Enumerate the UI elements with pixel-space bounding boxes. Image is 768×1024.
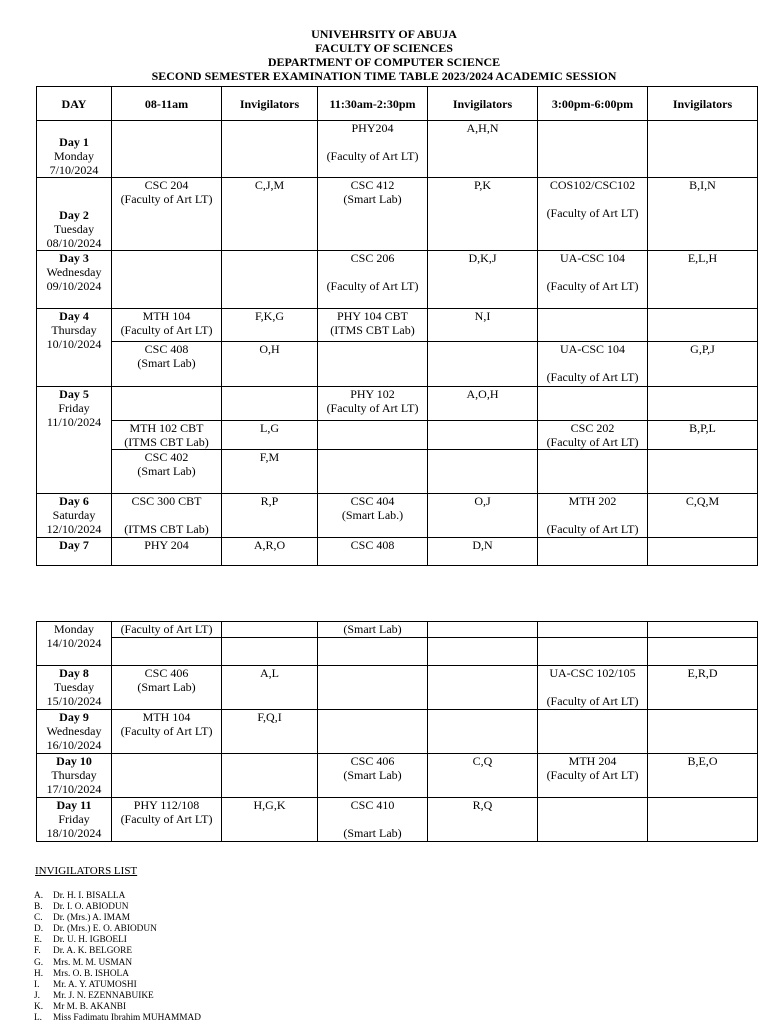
- invigilator-cell: [648, 387, 758, 421]
- invigilator-name: Mrs. M. M. USMAN: [53, 957, 133, 968]
- invigilator-cell: D,K,J: [428, 251, 538, 309]
- day-cell: Day 4 Thursday 10/10/2024: [37, 309, 112, 387]
- day-cell: Day 11 Friday 18/10/2024: [37, 798, 112, 842]
- invigilator-cell: [222, 638, 318, 666]
- invigilator-cell: O,H: [222, 342, 318, 387]
- invigilator-name: Dr. I. O. ABIODUN: [53, 902, 129, 913]
- exam-cell: CSC 408: [318, 538, 428, 566]
- table-row: [37, 798, 758, 842]
- invigilator-cell: F,M: [222, 450, 318, 494]
- exam-cell: [318, 666, 428, 710]
- exam-cell: CSC 410 (Smart Lab): [318, 798, 428, 842]
- exam-cell: CSC 408 (Smart Lab): [112, 342, 222, 387]
- exam-cell: UA-CSC 104 (Faculty of Art LT): [538, 342, 648, 387]
- exam-cell: [538, 622, 648, 638]
- exam-cell: [112, 251, 222, 309]
- invigilator-cell: P,K: [428, 178, 538, 251]
- invigilator-letter: B.: [34, 902, 43, 913]
- invigilator-letter: I.: [34, 979, 40, 990]
- invigilator-cell: C,J,M: [222, 178, 318, 251]
- column-header-slot-1: 08-11am: [112, 87, 222, 121]
- exam-cell: [538, 121, 648, 178]
- exam-cell: [112, 121, 222, 178]
- timetable-page-2: [36, 621, 758, 842]
- invigilator-cell: [648, 309, 758, 342]
- day-cell: Day 10 Thursday 17/10/2024: [37, 754, 112, 798]
- invigilator-cell: [648, 710, 758, 754]
- column-header-invigilators-3: Invigilators: [648, 87, 758, 121]
- list-item: [34, 924, 201, 935]
- invigilator-letter: D.: [34, 924, 44, 935]
- exam-cell: MTH 202 (Faculty of Art LT): [538, 494, 648, 538]
- exam-cell: PHY 204: [112, 538, 222, 566]
- exam-cell: [112, 754, 222, 798]
- invigilator-name: Mr M. B. AKANBI: [53, 1001, 127, 1012]
- invigilator-name: Dr. H. I. BISALLA: [53, 891, 126, 901]
- invigilator-cell: F,K,G: [222, 309, 318, 342]
- table-row: [37, 450, 758, 494]
- day-cell: Day 2 Tuesday 08/10/2024: [37, 178, 112, 251]
- exam-cell: [318, 638, 428, 666]
- invigilator-cell: G,P,J: [648, 342, 758, 387]
- invigilator-cell: E,R,D: [648, 666, 758, 710]
- university-name: UNIVEHRSITY OF ABUJA: [311, 27, 457, 41]
- exam-cell: UA-CSC 102/105 (Faculty of Art LT): [538, 666, 648, 710]
- exam-cell: (Faculty of Art LT): [112, 622, 222, 638]
- exam-cell: COS102/CSC102 (Faculty of Art LT): [538, 178, 648, 251]
- invigilator-cell: [428, 710, 538, 754]
- list-item: [34, 935, 201, 946]
- exam-cell: (Smart Lab): [318, 622, 428, 638]
- list-item: [34, 946, 201, 957]
- list-item: [34, 980, 201, 991]
- table-row: [37, 638, 758, 666]
- exam-cell: [538, 450, 648, 494]
- exam-cell: MTH 104 (Faculty of Art LT): [112, 710, 222, 754]
- invigilator-cell: L,G: [222, 421, 318, 450]
- invigilator-letter: C.: [34, 913, 43, 924]
- invigilator-cell: [648, 121, 758, 178]
- day-cell: Day 1 Monday 7/10/2024: [37, 121, 112, 178]
- invigilator-cell: H,G,K: [222, 798, 318, 842]
- invigilator-cell: [648, 622, 758, 638]
- list-item: [34, 958, 201, 969]
- invigilator-cell: B,I,N: [648, 178, 758, 251]
- invigilator-cell: A,L: [222, 666, 318, 710]
- table-row: [37, 494, 758, 538]
- invigilator-cell: A,H,N: [428, 121, 538, 178]
- exam-cell: [112, 638, 222, 666]
- list-item: [34, 913, 201, 924]
- exam-cell: [318, 421, 428, 450]
- column-header-slot-3: 3:00pm-6:00pm: [538, 87, 648, 121]
- invigilator-cell: R,P: [222, 494, 318, 538]
- department-name: DEPARTMENT OF COMPUTER SCIENCE: [267, 55, 501, 69]
- invigilator-name: Dr. (Mrs.) E. O. ABIODUN: [53, 924, 157, 935]
- exam-cell: [538, 798, 648, 842]
- day-cell: Day 8 Tuesday 15/10/2024: [37, 666, 112, 710]
- column-header-invigilators-2: Invigilators: [428, 87, 538, 121]
- invigilator-cell: F,Q,I: [222, 710, 318, 754]
- exam-cell: CSC 412 (Smart Lab): [318, 178, 428, 251]
- invigilator-name: Mrs. O. B. ISHOLA: [53, 968, 129, 979]
- invigilator-letter: J.: [34, 990, 40, 1001]
- exam-cell: [538, 309, 648, 342]
- column-header-slot-2: 11:30am-2:30pm: [318, 87, 428, 121]
- table-row: [37, 666, 758, 710]
- list-item: [34, 1002, 201, 1013]
- exam-cell: PHY 112/108 (Faculty of Art LT): [112, 798, 222, 842]
- invigilator-cell: B,P,L: [648, 421, 758, 450]
- invigilators-list-title: INVIGILATORS LIST: [35, 865, 138, 877]
- document-header: [0, 27, 768, 83]
- exam-cell: [538, 710, 648, 754]
- exam-cell: CSC 204 (Faculty of Art LT): [112, 178, 222, 251]
- invigilator-cell: A,R,O: [222, 538, 318, 566]
- day-cell: Day 5 Friday 11/10/2024: [37, 387, 112, 494]
- day-cell: Day 7: [37, 538, 112, 566]
- exam-cell: [538, 387, 648, 421]
- table-row: [37, 622, 758, 638]
- exam-cell: [318, 342, 428, 387]
- exam-cell: CSC 300 CBT (ITMS CBT Lab): [112, 494, 222, 538]
- exam-cell: PHY204 (Faculty of Art LT): [318, 121, 428, 178]
- exam-cell: PHY 102 (Faculty of Art LT): [318, 387, 428, 421]
- invigilator-cell: [428, 638, 538, 666]
- invigilator-name: Mr. A. Y. ATUMOSHI: [53, 979, 137, 990]
- invigilator-name: Dr. (Mrs.) A. IMAM: [53, 913, 130, 924]
- invigilator-cell: C,Q,M: [648, 494, 758, 538]
- exam-cell: PHY 104 CBT (ITMS CBT Lab): [318, 309, 428, 342]
- invigilator-cell: [428, 342, 538, 387]
- exam-cell: [318, 450, 428, 494]
- exam-cell: CSC 402 (Smart Lab): [112, 450, 222, 494]
- table-row: [37, 754, 758, 798]
- exam-cell: CSC 206 (Faculty of Art LT): [318, 251, 428, 309]
- invigilator-cell: A,O,H: [428, 387, 538, 421]
- invigilator-cell: [648, 538, 758, 566]
- invigilator-cell: [648, 638, 758, 666]
- invigilator-cell: [648, 450, 758, 494]
- list-item: [34, 902, 201, 913]
- invigilator-letter: H.: [34, 968, 44, 979]
- invigilator-cell: E,L,H: [648, 251, 758, 309]
- day-cell: Day 3 Wednesday 09/10/2024: [37, 251, 112, 309]
- invigilator-cell: B,E,O: [648, 754, 758, 798]
- invigilator-cell: [222, 387, 318, 421]
- invigilator-cell: [222, 754, 318, 798]
- day-cell: Monday 14/10/2024: [37, 622, 112, 666]
- exam-cell: UA-CSC 104 (Faculty of Art LT): [538, 251, 648, 309]
- invigilator-letter: L.: [34, 1013, 43, 1024]
- invigilator-cell: O,J: [428, 494, 538, 538]
- day-cell: Day 6 Saturday 12/10/2024: [37, 494, 112, 538]
- exam-cell: MTH 204 (Faculty of Art LT): [538, 754, 648, 798]
- exam-cell: CSC 404 (Smart Lab.): [318, 494, 428, 538]
- invigilator-letter: E.: [34, 935, 43, 946]
- invigilator-cell: D,N: [428, 538, 538, 566]
- table-row: [37, 710, 758, 754]
- invigilator-name: Dr. A. K. BELGORE: [53, 946, 133, 957]
- invigilator-cell: [222, 251, 318, 309]
- invigilators-list: [34, 891, 201, 1024]
- list-item: [34, 1013, 201, 1024]
- timetable-title: SECOND SEMESTER EXAMINATION TIME TABLE 2023/2024 ACADEMIC SESSION: [151, 69, 617, 83]
- column-header-invigilators-1: Invigilators: [222, 87, 318, 121]
- table-row: [37, 538, 758, 566]
- list-item: [34, 969, 201, 980]
- exam-cell: MTH 102 CBT (ITMS CBT Lab): [112, 421, 222, 450]
- invigilator-cell: [428, 622, 538, 638]
- invigilator-cell: C,Q: [428, 754, 538, 798]
- exam-cell: CSC 406 (Smart Lab): [318, 754, 428, 798]
- invigilator-letter: G.: [34, 957, 44, 968]
- table-row: [37, 121, 758, 178]
- invigilator-name: Miss Fadimatu Ibrahim MUHAMMAD: [53, 1013, 201, 1024]
- day-cell: Day 9 Wednesday 16/10/2024: [37, 710, 112, 754]
- column-header-day: DAY: [37, 87, 112, 121]
- exam-cell: [318, 710, 428, 754]
- invigilator-name: Dr. U. H. IGBOELI: [53, 935, 127, 946]
- table-row: [37, 387, 758, 421]
- table-row: [37, 342, 758, 387]
- invigilator-cell: [428, 450, 538, 494]
- table-row: [37, 178, 758, 251]
- table-row: [37, 309, 758, 342]
- invigilator-cell: N,I: [428, 309, 538, 342]
- exam-cell: [538, 638, 648, 666]
- invigilator-cell: R,Q: [428, 798, 538, 842]
- header-row: [37, 87, 758, 121]
- table-row: [37, 421, 758, 450]
- invigilator-cell: [222, 622, 318, 638]
- invigilator-letter: K.: [34, 1001, 44, 1012]
- exam-cell: CSC 406 (Smart Lab): [112, 666, 222, 710]
- list-item: [34, 891, 201, 902]
- list-item: [34, 991, 201, 1002]
- invigilator-name: Mr. J. N. EZENNABUIKE: [53, 990, 154, 1001]
- invigilator-cell: [428, 666, 538, 710]
- invigilator-cell: [648, 798, 758, 842]
- invigilator-cell: [428, 421, 538, 450]
- table-row: [37, 251, 758, 309]
- invigilator-letter: A.: [34, 891, 44, 901]
- invigilator-letter: F.: [34, 946, 41, 957]
- exam-cell: MTH 104 (Faculty of Art LT): [112, 309, 222, 342]
- timetable-page-1: [36, 86, 758, 566]
- exam-cell: [538, 538, 648, 566]
- invigilator-cell: [222, 121, 318, 178]
- faculty-name: FACULTY OF SCIENCES: [315, 41, 453, 55]
- exam-cell: [112, 387, 222, 421]
- exam-cell: CSC 202 (Faculty of Art LT): [538, 421, 648, 450]
